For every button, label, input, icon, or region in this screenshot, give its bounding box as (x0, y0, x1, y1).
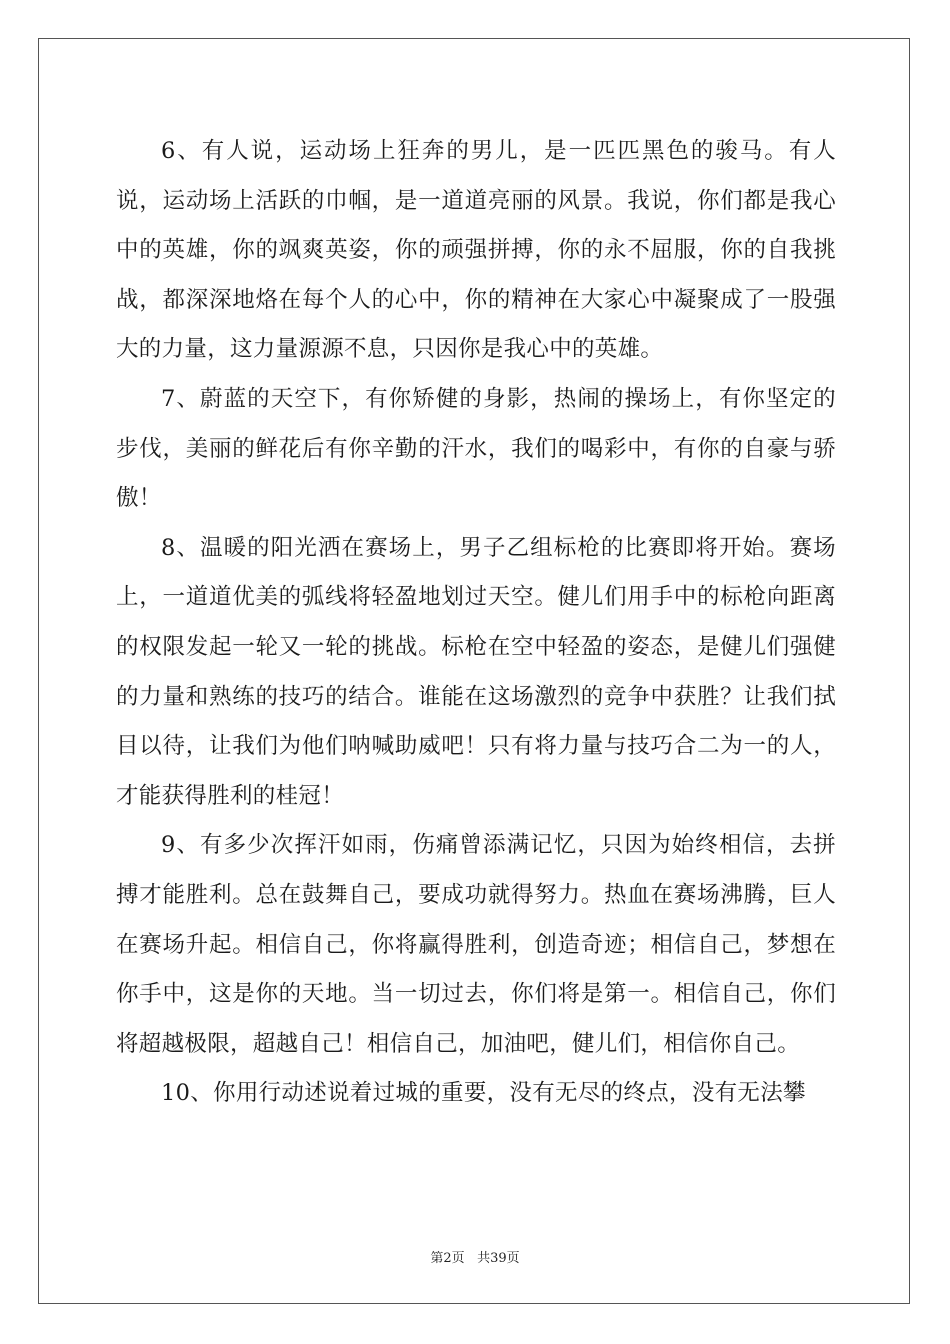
paragraph-10: 10、你用行动述说着过城的重要，没有无尽的终点，没有无法攀 (161, 1080, 806, 1107)
paragraph-9: 9、有多少次挥汗如雨，伤痛曾添满记忆，只因为始终相信，去拼搏才能胜利。总在鼓舞自己，要成功就得努力。热血在赛场沸腾，巨人在赛场升起。相信自己，你将赢得胜利，创造奇迹；相信自己，梦想在你手中，这是你的天地。当一切过去，你们将是第一。相信自己，你们将超越极限，超越自己！相信自己，加油吧，健儿们，相信你自己。 (116, 832, 836, 1057)
paragraph-7: 7、蔚蓝的天空下，有你矫健的身影，热闹的操场上，有你坚定的步伐，美丽的鲜花后有你辛勤的汗水，我们的喝彩中，有你的自豪与骄傲！ (116, 385, 836, 512)
page-number: 第2页 (430, 1251, 465, 1266)
page-total: 共39页 (477, 1251, 520, 1266)
document-body (116, 127, 836, 1119)
paragraph-8: 8、温暖的阳光洒在赛场上，男子乙组标枪的比赛即将开始。赛场上，一道道优美的弧线将轻盈地划过天空。健儿们用手中的标枪向距离的权限发起一轮又一轮的挑战。标枪在空中轻盈的姿态，是健儿们强健的力量和熟练的技巧的结合。谁能在这场激烈的竞争中获胜？让我们拭目以待，让我们为他们呐喊助威吧！只有将力量与技巧合二为一的人，才能获得胜利的桂冠！ (116, 534, 836, 809)
page-footer (0, 1247, 950, 1266)
paragraph-6: 6、有人说，运动场上狂奔的男儿，是一匹匹黑色的骏马。有人说，运动场上活跃的巾帼，是一道道亮丽的风景。我说，你们都是我心中的英雄，你的飒爽英姿，你的顽强拼搏，你的永不屈服，你的自我挑战，都深深地烙在每个人的心中，你的精神在大家心中凝聚成了一股强大的力量，这力量源源不息，只因你是我心中的英雄。 (116, 138, 836, 363)
